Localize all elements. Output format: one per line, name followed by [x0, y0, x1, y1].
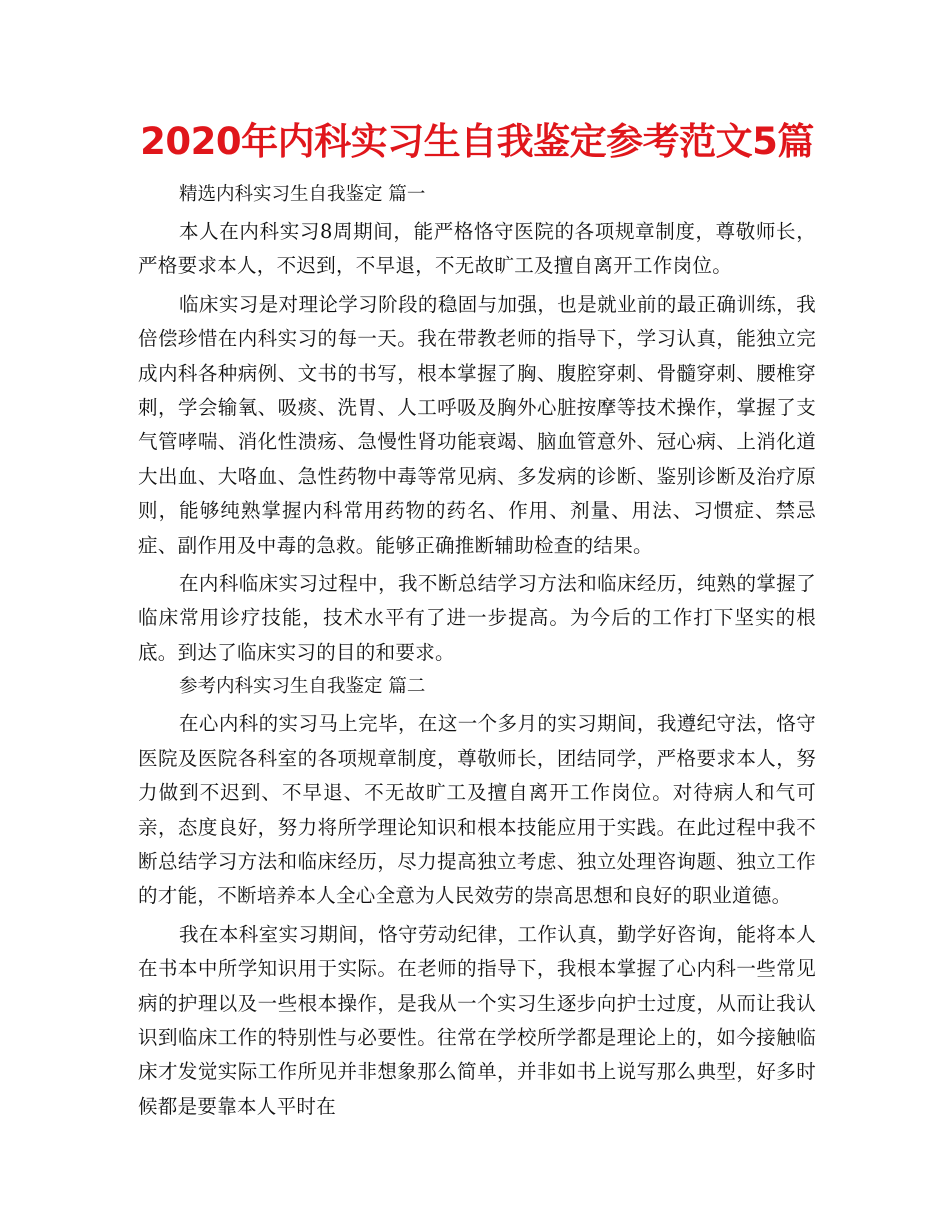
section-2	[138, 670, 816, 1124]
paragraph: 临床实习是对理论学习阶段的稳固与加强，也是就业前的最正确训练，我倍偿珍惜在内科实习的每一天。我在带教老师的指导下，学习认真，能独立完成内科各种病例、文书的书写，根本掌握了胸、腹腔穿刺、骨髓穿刺、腰椎穿刺，学会输氧、吸痰、洗胃、人工呼吸及胸外心脏按摩等技术操作，掌握了支气管哮喘、消化性溃疡、急慢性肾功能衰竭、脑血管意外、冠心病、上消化道大出血、大咯血、急性药物中毒等常见病、多发病的诊断、鉴别诊断及治疗原则，能够纯熟掌握内科常用药物的药名、作用、剂量、用法、习惯症、禁忌症、副作用及中毒的急救。能够正确推断辅助检查的结果。	[138, 292, 816, 557]
section-heading: 参考内科实习生自我鉴定 篇二	[179, 676, 426, 698]
section-heading: 精选内科实习生自我鉴定 篇一	[179, 184, 426, 205]
paragraph: 我在本科室实习期间，恪守劳动纪律，工作认真，勤学好咨询，能将本人在书本中所学知识用于实际。在老师的指导下，我根本掌握了心内科一些常见病的护理以及一些根本操作，是我从一个实习生逐步向护士过度，从而让我认识到临床工作的特别性与必要性。往常在学校所学都是理论上的，如今接触临床才发觉实际工作所见并非想象那么简单，并非如书上说写那么典型，好多时候都是要靠本人平时在	[138, 922, 816, 1118]
paragraph: 本人在内科实习8周期间，能严格恪守医院的各项规章制度，尊敬师长，严格要求本人，不迟到，不早退，不无故旷工及擅自离开工作岗位。	[138, 220, 816, 278]
document-page	[138, 112, 816, 1124]
section-1	[138, 178, 816, 670]
paragraph: 在内科临床实习过程中，我不断总结学习方法和临床经历，纯熟的掌握了临床常用诊疗技能，技术水平有了进一步提高。为今后的工作打下坚实的根底。到达了临床实习的目的和要求。	[138, 572, 816, 664]
paragraph: 在心内科的实习马上完毕，在这一个多月的实习期间，我遵纪守法，恪守医院及医院各科室的各项规章制度，尊敬师长，团结同学，严格要求本人，努力做到不迟到、不早退、不无故旷工及擅自离开工作岗位。对待病人和气可亲，态度良好，努力将所学理论知识和根本技能应用于实践。在此过程中我不断总结学习方法和临床经历，尽力提高独立考虑、独立处理咨询题、独立工作的才能，不断培养本人全心全意为人民效劳的崇高思想和良好的职业道德。	[138, 712, 816, 908]
document-title: 2020年内科实习生自我鉴定参考范文5篇	[140, 120, 814, 163]
